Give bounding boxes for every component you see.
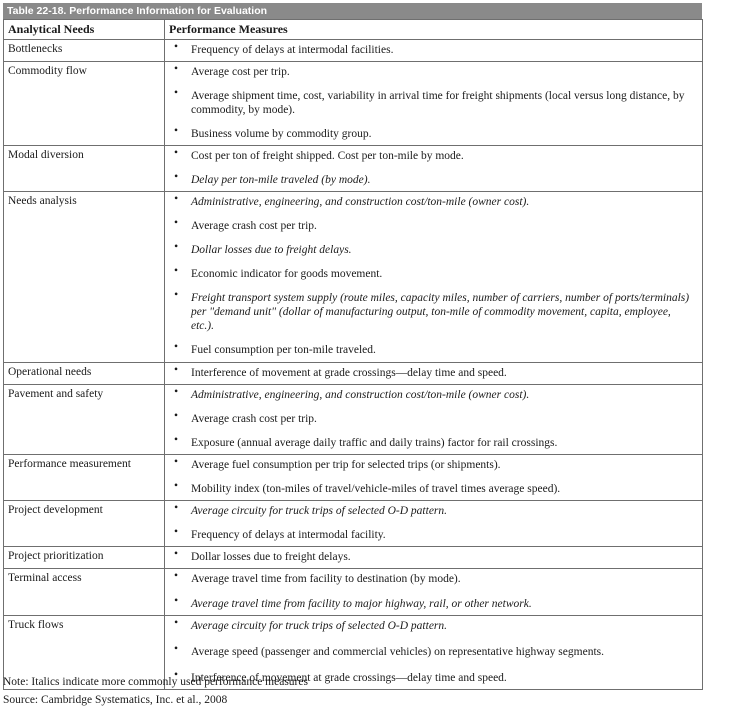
measure-item: • Frequency of delays at intermodal facilities. bbox=[169, 40, 696, 61]
measure-item: • Freight transport system supply (route miles, capacity miles, number of carriers, number of ports/terminals) per "demand unit" (dollar of manufacturing output, ton-mile of commodity movement, capita, employee, etc.). bbox=[169, 288, 696, 340]
measure-item: • Business volume by commodity group. bbox=[169, 124, 696, 145]
performance-measures-cell bbox=[165, 40, 703, 62]
analytical-need-cell: Needs analysis bbox=[4, 192, 165, 363]
measure-item: • Average fuel consumption per trip for selected trips (or shipments). bbox=[169, 455, 696, 479]
measure-list bbox=[169, 501, 696, 546]
measure-item: • Average shipment time, cost, variability in arrival time for freight shipments (local versus long distance, by commodity, by mode). bbox=[169, 86, 696, 124]
table-row bbox=[4, 62, 703, 146]
analytical-need-cell: Bottlenecks bbox=[4, 40, 165, 62]
measure-list bbox=[169, 547, 696, 568]
performance-measures-cell bbox=[165, 455, 703, 501]
performance-measures-cell bbox=[165, 62, 703, 146]
measure-list bbox=[169, 192, 696, 361]
table-title: Table 22-18. Performance Information for Evaluation bbox=[3, 3, 702, 19]
measure-item: • Exposure (annual average daily traffic and daily trains) factor for rail crossings. bbox=[169, 433, 696, 454]
measure-item: • Administrative, engineering, and construction cost/ton-mile (owner cost). bbox=[169, 385, 696, 409]
performance-table bbox=[3, 19, 703, 690]
analytical-need-cell: Project prioritization bbox=[4, 547, 165, 569]
table-row bbox=[4, 363, 703, 385]
measure-list bbox=[169, 363, 696, 384]
table-row bbox=[4, 569, 703, 616]
performance-measures-cell bbox=[165, 385, 703, 455]
measure-list bbox=[169, 62, 696, 145]
table-header-row bbox=[4, 20, 703, 40]
measure-list bbox=[169, 385, 696, 454]
measure-item: • Interference of movement at grade crossings—delay time and speed. bbox=[169, 668, 696, 689]
measure-list bbox=[169, 455, 696, 500]
performance-measures-cell bbox=[165, 547, 703, 569]
measure-item: • Average crash cost per trip. bbox=[169, 216, 696, 240]
table-row bbox=[4, 40, 703, 62]
analytical-need-cell: Terminal access bbox=[4, 569, 165, 616]
analytical-need-cell: Project development bbox=[4, 501, 165, 547]
header-analytical-needs: Analytical Needs bbox=[4, 20, 165, 40]
measure-item: • Average travel time from facility to major highway, rail, or other network. bbox=[169, 594, 696, 615]
analytical-need-cell: Modal diversion bbox=[4, 146, 165, 192]
performance-measures-cell bbox=[165, 192, 703, 363]
performance-table-container bbox=[3, 3, 702, 690]
measure-item: • Mobility index (ton-miles of travel/vehicle-miles of travel times average speed). bbox=[169, 479, 696, 500]
performance-measures-cell bbox=[165, 501, 703, 547]
table-note: Note: Italics indicate more commonly used performance measures bbox=[3, 676, 308, 688]
analytical-need-cell: Truck flows bbox=[4, 616, 165, 690]
measure-list bbox=[169, 146, 696, 191]
measure-item: • Dollar losses due to freight delays. bbox=[169, 547, 696, 568]
performance-measures-cell bbox=[165, 146, 703, 192]
measure-item: • Interference of movement at grade crossings—delay time and speed. bbox=[169, 363, 696, 384]
table-row bbox=[4, 501, 703, 547]
performance-measures-cell bbox=[165, 363, 703, 385]
measure-item: • Economic indicator for goods movement. bbox=[169, 264, 696, 288]
measure-item: • Fuel consumption per ton-mile traveled. bbox=[169, 340, 696, 361]
table-source: Source: Cambridge Systematics, Inc. et al., 2008 bbox=[3, 694, 228, 706]
measure-item: • Delay per ton-mile traveled (by mode). bbox=[169, 170, 696, 191]
measure-item: • Dollar losses due to freight delays. bbox=[169, 240, 696, 264]
measure-item: • Frequency of delays at intermodal facility. bbox=[169, 525, 696, 546]
table-row bbox=[4, 455, 703, 501]
measure-item: • Average cost per trip. bbox=[169, 62, 696, 86]
measure-item: • Average circuity for truck trips of selected O-D pattern. bbox=[169, 501, 696, 525]
header-performance-measures: Performance Measures bbox=[165, 20, 703, 40]
analytical-need-cell: Operational needs bbox=[4, 363, 165, 385]
table-row bbox=[4, 385, 703, 455]
measure-item: • Average crash cost per trip. bbox=[169, 409, 696, 433]
analytical-need-cell: Commodity flow bbox=[4, 62, 165, 146]
measure-list bbox=[169, 40, 696, 61]
measure-list bbox=[169, 569, 696, 615]
table-row bbox=[4, 146, 703, 192]
measure-item: • Cost per ton of freight shipped. Cost per ton-mile by mode. bbox=[169, 146, 696, 170]
measure-item: • Average travel time from facility to destination (by mode). bbox=[169, 569, 696, 594]
analytical-need-cell: Pavement and safety bbox=[4, 385, 165, 455]
table-row bbox=[4, 547, 703, 569]
analytical-need-cell: Performance measurement bbox=[4, 455, 165, 501]
measure-item: • Average circuity for truck trips of selected O-D pattern. bbox=[169, 616, 696, 642]
measure-item: • Average speed (passenger and commercial vehicles) on representative highway segments. bbox=[169, 642, 696, 668]
table-row bbox=[4, 192, 703, 363]
measure-item: • Administrative, engineering, and construction cost/ton-mile (owner cost). bbox=[169, 192, 696, 216]
performance-measures-cell bbox=[165, 569, 703, 616]
